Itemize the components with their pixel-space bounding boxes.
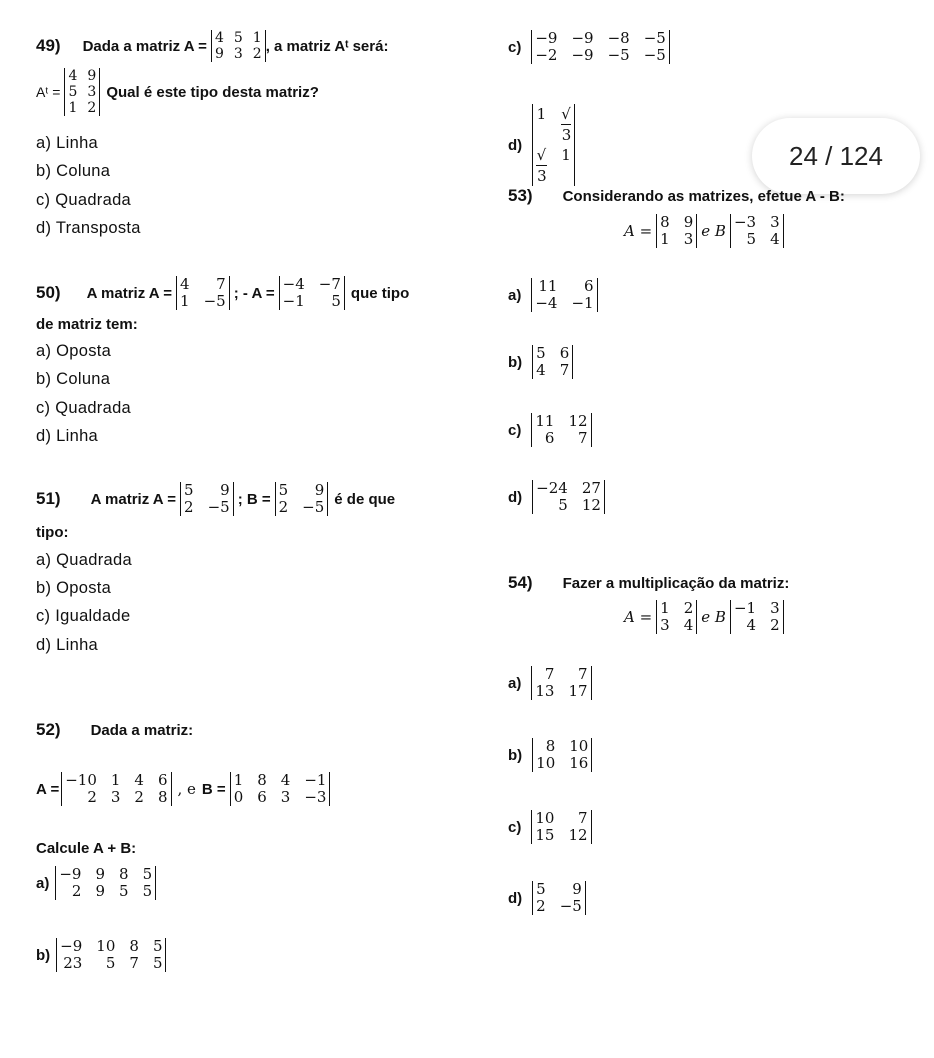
matrix-cell: −24 — [536, 479, 568, 497]
matrix-cell: 5 — [746, 230, 757, 248]
matrix-cell: −1 — [571, 294, 594, 312]
matrix-cell: −9 — [571, 46, 594, 64]
matrix-cell: 3 — [87, 84, 97, 100]
q53-option-a-label: a) — [508, 286, 522, 304]
matrix-cell: 3 — [770, 599, 780, 617]
matrix-cell: 8 — [129, 937, 139, 955]
q54-option-b[interactable] — [508, 738, 592, 772]
matrix-cell: −10 — [65, 771, 97, 789]
q53-option-b[interactable] — [508, 345, 573, 379]
q53-option-d[interactable] — [508, 480, 605, 514]
matrix-cell: 2 — [87, 100, 97, 116]
matrix-cell: 2 — [770, 616, 780, 634]
q50-header — [36, 276, 409, 310]
matrix-cell: 2 — [184, 498, 194, 516]
matrix-cell: 5 — [68, 84, 78, 100]
matrix-cell: 4 — [134, 771, 144, 789]
matrix-cell: 10 — [96, 937, 116, 955]
matrix-cell: 5 — [558, 496, 568, 514]
q49-d-cell-2-radicand: 3 — [561, 126, 572, 144]
q49-option-d-matrix — [532, 104, 575, 186]
q50-intro: A matriz A = — [86, 284, 173, 302]
matrix-cell: −9 — [571, 29, 594, 47]
q52-option-b-matrix — [56, 938, 166, 972]
matrix-cell: 2 — [252, 46, 262, 62]
q53-option-a-matrix — [531, 278, 597, 312]
q53-option-b-matrix — [532, 345, 573, 379]
matrix-cell: −5 — [559, 897, 582, 915]
q53-matrix-b — [730, 214, 784, 248]
q49-header — [36, 30, 388, 62]
q49-d-cell-3: √ 3 — [536, 146, 547, 185]
q52-option-b[interactable] — [36, 938, 166, 972]
matrix-cell: 6 — [544, 429, 555, 447]
matrix-cell: −7 — [318, 275, 341, 293]
matrix-cell: −1 — [304, 771, 327, 789]
matrix-cell: −5 — [302, 498, 325, 516]
matrix-cell: −9 — [60, 937, 83, 955]
q54-number: 54) — [508, 573, 533, 592]
matrix-cell: 5 — [233, 30, 243, 46]
q52-number: 52) — [36, 720, 61, 739]
q54-option-d-matrix — [532, 881, 586, 915]
q54-option-c[interactable] — [508, 810, 592, 844]
q51-matrix-a — [180, 482, 234, 516]
matrix-cell: −5 — [607, 46, 630, 64]
matrix-cell: 11 — [535, 412, 555, 430]
q50-option-b[interactable]: b) Coluna — [36, 370, 111, 388]
q49-after: , a matriz Aᵗ será: — [265, 37, 389, 55]
matrix-cell: 4 — [180, 275, 190, 293]
q53-number: 53) — [508, 186, 533, 205]
q51-matrix-b — [275, 482, 329, 516]
matrix-cell: 17 — [568, 682, 588, 700]
q52-b-label: B = — [201, 780, 226, 798]
matrix-cell: 11 — [538, 277, 558, 295]
matrix-cell: 6 — [257, 788, 267, 806]
q51-option-a[interactable]: a) Quadrada — [36, 551, 132, 569]
matrix-cell: −9 — [535, 29, 558, 47]
matrix-cell: 6 — [157, 771, 168, 789]
q52-option-a-matrix — [55, 866, 156, 900]
q54-matrix-a — [656, 600, 697, 634]
q49-d-cell-4: 1 — [561, 146, 571, 164]
matrix-cell: 5 — [331, 292, 341, 310]
matrix-cell: 4 — [536, 361, 546, 379]
q49-at-line — [36, 68, 319, 116]
q53-matrices — [624, 214, 784, 248]
q53-option-c-matrix — [531, 413, 591, 447]
matrix-cell: 7 — [216, 275, 226, 293]
matrix-cell: −9 — [59, 865, 82, 883]
matrix-cell: 3 — [110, 788, 121, 806]
matrix-cell: 5 — [119, 882, 129, 900]
matrix-cell: 7 — [129, 954, 139, 972]
matrix-cell: 1 — [180, 292, 190, 310]
q49-option-d-label: d) — [508, 136, 523, 154]
q52-matrix-b — [230, 772, 331, 806]
matrix-cell: 4 — [770, 230, 780, 248]
matrix-cell: −5 — [203, 292, 226, 310]
q50-option-a[interactable]: a) Oposta — [36, 342, 112, 360]
q51-after: é de que — [334, 490, 396, 508]
matrix-cell: 8 — [157, 788, 168, 806]
q49-at-label: Aᵗ = — [36, 84, 61, 100]
q50-matrix-a — [176, 276, 230, 310]
matrix-cell: −4 — [535, 294, 558, 312]
matrix-cell: 2 — [134, 788, 144, 806]
matrix-cell: 7 — [577, 665, 588, 683]
matrix-cell: 7 — [577, 809, 588, 827]
q54-option-c-label: c) — [508, 818, 522, 836]
q50-number: 50) — [36, 283, 61, 302]
matrix-cell: 5 — [105, 954, 116, 972]
q49-option-a[interactable]: a) Linha — [36, 134, 99, 152]
q54-option-a[interactable] — [508, 666, 592, 700]
q49-matrix-a — [211, 30, 266, 62]
q54-option-a-label: a) — [508, 674, 522, 692]
matrix-cell: 10 — [569, 737, 589, 755]
matrix-cell: −5 — [207, 498, 230, 516]
q49-option-d[interactable]: d) Transposta — [36, 219, 141, 237]
matrix-cell: 8 — [119, 865, 129, 883]
q51-mid: ; B = — [237, 490, 271, 508]
matrix-cell: 7 — [559, 361, 570, 379]
q52-header — [36, 720, 193, 740]
q52-a-label: A = — [36, 780, 60, 798]
q54-matrices — [624, 600, 784, 634]
matrix-cell: 4 — [280, 771, 291, 789]
matrix-cell: 8 — [257, 771, 267, 789]
matrix-cell: 2 — [71, 882, 82, 900]
matrix-cell: 4 — [68, 68, 78, 84]
matrix-cell: −5 — [643, 29, 666, 47]
q54-option-b-matrix — [532, 738, 592, 772]
q53-option-c-label: c) — [508, 421, 522, 439]
matrix-cell: 9 — [220, 481, 230, 499]
q50-matrix-neg — [279, 276, 345, 310]
q49-option-b[interactable]: b) Coluna — [36, 162, 111, 180]
q54-option-b-label: b) — [508, 746, 523, 764]
q51-header — [36, 482, 395, 516]
matrix-cell: 3 — [280, 788, 291, 806]
matrix-cell: 5 — [536, 880, 546, 898]
matrix-cell: 9 — [87, 68, 97, 84]
q49-d-cell-1: 1 — [536, 105, 547, 123]
q49-option-c[interactable]: c) Quadrada — [36, 191, 132, 209]
q54-intro: Fazer a multiplicação da matriz: — [562, 574, 790, 592]
q53-option-b-label: b) — [508, 353, 523, 371]
matrix-cell: 8 — [660, 213, 670, 231]
q53-option-a[interactable] — [508, 278, 598, 312]
matrix-cell: 0 — [233, 788, 244, 806]
matrix-cell: 5 — [152, 954, 163, 972]
q52-option-a[interactable] — [36, 866, 156, 900]
matrix-cell: 9 — [572, 880, 582, 898]
matrix-cell: 9 — [95, 882, 106, 900]
q52-option-b-label: b) — [36, 946, 51, 964]
q54-option-d-label: d) — [508, 889, 523, 907]
matrix-cell: 6 — [584, 277, 594, 295]
q49-d-cell-3-radicand: 3 — [537, 167, 547, 185]
q50-after: que tipo — [350, 284, 410, 302]
q54-conj: e B — [701, 608, 726, 626]
q51-number: 51) — [36, 489, 61, 508]
q53-a-label: A = — [624, 222, 653, 240]
matrix-cell: 9 — [95, 865, 106, 883]
matrix-cell: 3 — [233, 46, 243, 62]
matrix-cell: 4 — [214, 30, 224, 46]
q53-intro: Considerando as matrizes, efetue A - B: — [562, 187, 845, 205]
matrix-cell: 9 — [314, 481, 325, 499]
q52-matrix-a — [61, 772, 171, 806]
q49-option-c-matrix-row[interactable] — [508, 30, 670, 64]
q54-option-d[interactable] — [508, 881, 586, 915]
q50-line2: de matriz tem: — [36, 316, 138, 333]
matrix-cell: 12 — [581, 496, 601, 514]
q49-d-cell-2: √ 3 — [561, 105, 572, 144]
matrix-cell: 5 — [536, 344, 546, 362]
matrix-cell: 9 — [683, 213, 694, 231]
q54-option-a-matrix — [531, 666, 591, 700]
q49-question: Qual é este tipo desta matriz? — [106, 83, 319, 101]
q52-matrices — [36, 772, 330, 806]
matrix-cell: −4 — [282, 275, 305, 293]
matrix-cell: −3 — [304, 788, 327, 806]
q53-option-d-label: d) — [508, 488, 523, 506]
q49-option-c-matrix — [531, 30, 670, 64]
q54-option-c-matrix — [531, 810, 591, 844]
q49-matrix-at — [64, 68, 100, 116]
q49-number: 49) — [36, 36, 61, 55]
q51-line2: tipo: — [36, 524, 69, 541]
matrix-cell: 4 — [746, 616, 757, 634]
matrix-cell: 13 — [535, 682, 555, 700]
q51-intro: A matriz A = — [90, 490, 177, 508]
matrix-cell: 1 — [233, 771, 244, 789]
matrix-cell: 10 — [535, 809, 555, 827]
matrix-cell: 5 — [278, 481, 289, 499]
matrix-cell: 16 — [569, 754, 589, 772]
q53-header — [508, 186, 845, 206]
q50-mid: ; - A = — [233, 284, 275, 302]
page-indicator: 24 / 124 — [752, 118, 920, 194]
q51-option-d[interactable]: d) Linha — [36, 636, 99, 654]
matrix-cell: 15 — [535, 826, 555, 844]
q49-option-c-label: c) — [508, 38, 522, 56]
matrix-cell: 2 — [536, 897, 546, 915]
matrix-cell: 4 — [683, 616, 694, 634]
q53-option-d-matrix — [532, 480, 605, 514]
matrix-cell: 5 — [152, 937, 163, 955]
matrix-cell: 2 — [278, 498, 289, 516]
q54-matrix-b — [730, 600, 784, 634]
matrix-cell: 1 — [252, 30, 262, 46]
matrix-cell: 1 — [660, 230, 670, 248]
matrix-cell: −5 — [643, 46, 666, 64]
matrix-cell: 3 — [660, 616, 670, 634]
q49-option-d-matrix-row[interactable] — [508, 104, 575, 186]
matrix-cell: −2 — [535, 46, 558, 64]
matrix-cell: −3 — [733, 213, 757, 231]
matrix-cell: 5 — [184, 481, 194, 499]
matrix-cell: 1 — [110, 771, 121, 789]
q51-option-c[interactable]: c) Igualdade — [36, 607, 131, 625]
matrix-cell: 3 — [770, 213, 780, 231]
q52-option-a-label: a) — [36, 874, 50, 892]
matrix-cell: 23 — [63, 954, 83, 972]
matrix-cell: 8 — [545, 737, 556, 755]
matrix-cell: 9 — [214, 46, 224, 62]
q52-intro: Dada a matriz: — [90, 721, 194, 739]
matrix-cell: 7 — [544, 665, 555, 683]
matrix-cell: 5 — [142, 865, 153, 883]
matrix-cell: 5 — [142, 882, 153, 900]
q53-conj: e B — [701, 222, 726, 240]
matrix-cell: 2 — [87, 788, 97, 806]
matrix-cell: 6 — [559, 344, 570, 362]
matrix-cell: 2 — [683, 599, 694, 617]
matrix-cell: 3 — [683, 230, 694, 248]
q54-a-label: A = — [624, 608, 653, 626]
matrix-cell: 12 — [568, 826, 588, 844]
matrix-cell: 10 — [536, 754, 556, 772]
matrix-cell: −8 — [607, 29, 630, 47]
q53-option-c[interactable] — [508, 413, 592, 447]
q50-option-c[interactable]: c) Quadrada — [36, 399, 132, 417]
q53-matrix-a — [656, 214, 697, 248]
q49-intro: Dada a matriz A = — [82, 37, 207, 55]
q52-sep: , e — [177, 780, 196, 798]
q51-option-b[interactable]: b) Oposta — [36, 579, 112, 597]
matrix-cell: 27 — [581, 479, 601, 497]
matrix-cell: 1 — [660, 599, 670, 617]
matrix-cell: −1 — [282, 292, 305, 310]
matrix-cell: −1 — [733, 599, 757, 617]
q54-header — [508, 573, 789, 593]
q50-option-d[interactable]: d) Linha — [36, 427, 99, 445]
matrix-cell: 12 — [568, 412, 588, 430]
matrix-cell: 7 — [577, 429, 588, 447]
q52-calc: Calcule A + B: — [36, 840, 137, 857]
matrix-cell: 1 — [68, 100, 78, 116]
